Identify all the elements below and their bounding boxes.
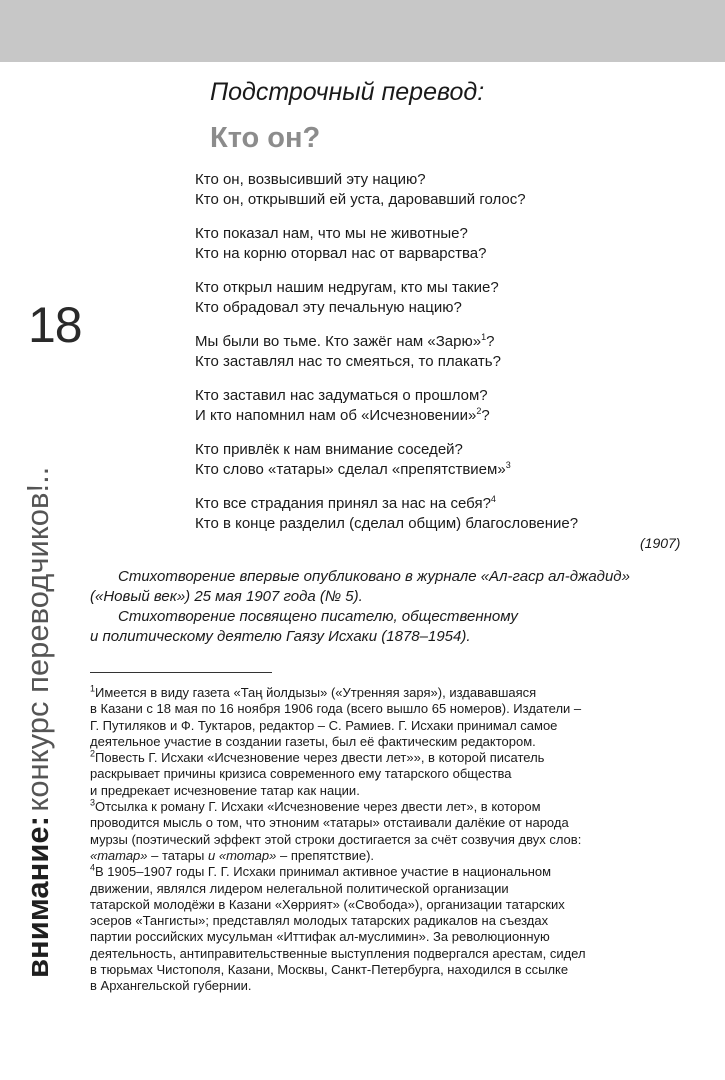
poem-body (195, 170, 665, 548)
page-number: 18 (28, 297, 82, 353)
footnote-line: в Казани с 18 мая по 16 ноября 1906 года (всего вышло 65 номеров). Издатели – (90, 701, 582, 717)
footnote-line: и предрекает исчезновение татар как нации. (90, 782, 360, 798)
side-banner (20, 467, 56, 978)
footnote-line: деятельность, антиправительственные выступления подвергался арестам, сидел (90, 945, 586, 961)
footnote-line: партии российских мусульман «Иттифак ал-муслимин». За революционную (90, 929, 550, 945)
note-line: («Новый век») 25 мая 1907 года (№ 5). (90, 588, 363, 605)
footnotes (90, 685, 700, 995)
stanza (195, 278, 665, 318)
poem-line-text: И кто напомнил нам об «Исчезновении» (195, 407, 477, 424)
footnote-word-totar: «тотар» (218, 847, 277, 863)
footnote-ref: 3 (505, 460, 511, 470)
poem-line-punct: ? (481, 407, 490, 424)
poem-line (195, 494, 665, 514)
poem-line: Кто в конце разделил (сделал общим) благословение? (195, 515, 579, 532)
poem-line (195, 332, 665, 352)
footnote-line: деятельное участие в создании газеты, был её фактическим редактором. (90, 733, 536, 749)
footnote-text: Отсылка к роману Г. Исхаки «Исчезновение через двести лет», в котором (95, 799, 541, 815)
poem-year: (1907) (640, 535, 681, 551)
poem-line: Кто на корню оторвал нас от варварства? (195, 245, 487, 262)
footnote-line (90, 799, 700, 815)
poem-line: Кто он, возвысивший эту нацию? (195, 171, 426, 188)
footnote-mark: 2 (90, 748, 96, 759)
footnote-divider (90, 672, 272, 673)
poem-line-text: Мы были во тьме. Кто зажёг нам «Зарю» (195, 333, 482, 350)
footnote-line: проводится мысль о том, что этноним «татары» отстаивали далёкие от народа (90, 815, 569, 831)
stanza (195, 386, 665, 426)
stanza (195, 170, 665, 210)
poem-line: Кто показал нам, что мы не животные? (195, 225, 468, 242)
stanza (195, 494, 665, 534)
footnote-line (90, 750, 700, 766)
poem-line: Кто он, открывший ей уста, даровавший голос? (195, 191, 526, 208)
footnote-line: татарской молодёжи в Казани «Хөррият» («Свобода»), организации татарских (90, 896, 565, 912)
note-line: Стихотворение впервые опубликовано в журнале «Ал-гаср ал-джадид» (118, 568, 630, 585)
poem-line: Кто заставил нас задуматься о прошлом? (195, 387, 488, 404)
poem-line: Кто обрадовал эту печальную нацию? (195, 299, 462, 316)
footnote-line: Г. Путиляков и Ф. Туктаров, редактор – С. Рамиев. Г. Исхаки принимал самое (90, 717, 558, 733)
footnote-mark: 1 (90, 683, 96, 694)
poem-line-text: Кто слово «татары» сделал «препятствием» (195, 461, 506, 478)
footnote-line: мурзы (поэтический эффект этой строки достигается за счёт созвучия двух слов: (90, 831, 582, 847)
stanza (195, 332, 665, 372)
footnote-ref: 4 (490, 494, 496, 504)
footnote-mark: 4 (90, 862, 96, 873)
poem-title: Кто он? (210, 122, 321, 154)
section-heading: Подстрочный перевод: (210, 78, 485, 106)
footnote-text: В 1905–1907 годы Г. Г. Исхаки принимал активное участие в национальном (95, 864, 552, 880)
footnote-line: в Архангельской губернии. (90, 978, 252, 994)
poem-line: Кто открыл нашим недругам, кто мы такие? (195, 279, 499, 296)
poem-line-text: Кто все страдания принял за нас на себя? (195, 495, 491, 512)
footnote-word-and: и (208, 847, 216, 863)
poem-line (195, 406, 665, 426)
footnote-line: в тюрьмах Чистополя, Казани, Москвы, Санкт-Петербурга, находился в ссылке (90, 962, 569, 978)
footnote-line: раскрывает причины кризиса современного ему татарского общества (90, 766, 512, 782)
footnote-ref: 1 (481, 332, 487, 342)
poem-line: Кто заставлял нас то смеяться, то плакать? (195, 353, 501, 370)
poem-line: Кто привлёк к нам внимание соседей? (195, 441, 463, 458)
poem-line-punct: ? (486, 333, 495, 350)
footnote-text: – татары (151, 847, 205, 863)
footnote-word-tatar: «татар» (90, 847, 148, 863)
stanza (195, 224, 665, 264)
side-banner-light: конкурс переводчиков!.. (20, 466, 55, 812)
footnote-line: эсеров «Тангисты»; представлял молодых татарских радикалов на съездах (90, 913, 549, 929)
footnote-text: – препятствие). (280, 847, 375, 863)
footnote-mark: 3 (90, 797, 96, 808)
stanza (195, 440, 665, 480)
footnote-line (90, 848, 700, 864)
footnote-line (90, 685, 700, 701)
note-line: и политическому деятелю Гаязу Исхаки (1878–1954). (90, 628, 471, 645)
note-line: Стихотворение посвящено писателю, общественному (118, 608, 518, 625)
side-banner-bold: внимание: (20, 816, 55, 978)
footnote-ref: 2 (476, 406, 482, 416)
footnote-line (90, 864, 700, 880)
publication-note (90, 567, 700, 647)
poem-line (195, 460, 665, 480)
footnote-line: движении, являлся лидером нелегальной политической организации (90, 880, 509, 896)
footnote-text: Повесть Г. Исхаки «Исчезновение через двести лет»», в которой писатель (95, 750, 545, 766)
top-header-band (0, 0, 725, 62)
footnote-text: Имеется в виду газета «Таң йолдызы» («Утренняя заря»), издававшаяся (95, 685, 537, 700)
